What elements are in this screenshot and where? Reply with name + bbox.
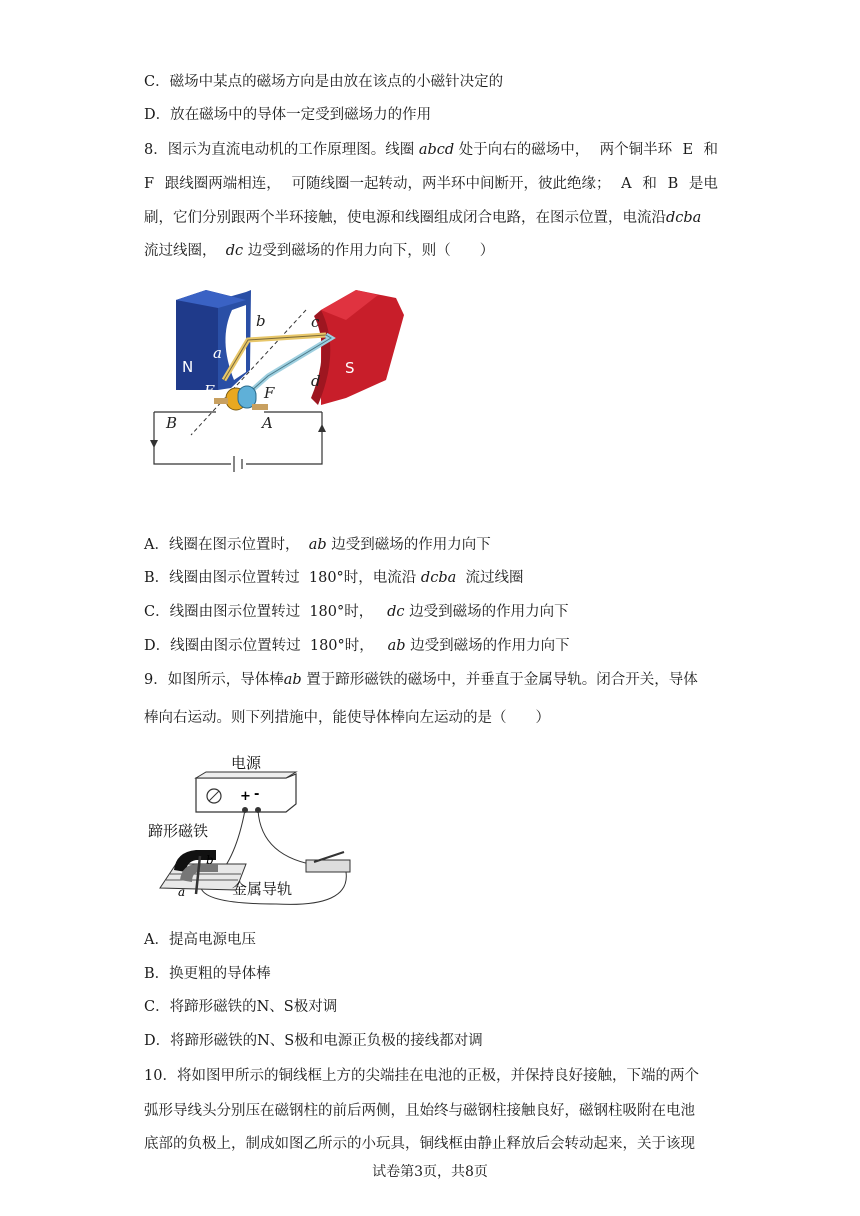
svg-text:N: N xyxy=(182,358,194,376)
q8-option-b: B．线圈由图示位置转过 180°时，电流沿 dcba 流过线圈 xyxy=(144,570,524,586)
svg-text:金属导轨: 金属导轨 xyxy=(232,880,293,898)
svg-text:B: B xyxy=(166,414,178,432)
q7-option-d: D．放在磁场中的导体一定受到磁场力的作用 xyxy=(144,107,432,123)
q8-stem-line2: F 跟线圈两端相连， 可随线圈一起转动，两半环中间断开，彼此绝缘； A 和 B 是电 xyxy=(144,176,718,192)
q8-option-a: A．线圈在图示位置时， ab 边受到磁场的作用力向下 xyxy=(144,537,491,553)
horseshoe-magnet-figure xyxy=(146,748,356,910)
q10-stem-line2: 弧形导线头分别压在磁钢柱的前后两侧，且始终与磁钢柱接触良好，磁钢柱吸附在电池 xyxy=(144,1103,695,1119)
q8-option-c: C．线圈由图示位置转过 180°时， dc 边受到磁场的作用力向下 xyxy=(144,604,569,620)
svg-text:-: - xyxy=(254,787,260,802)
svg-text:d: d xyxy=(311,372,321,390)
q9-option-b: B．换更粗的导体棒 xyxy=(144,966,271,982)
q9-option-c: C．将蹄形磁铁的N、S极对调 xyxy=(144,999,338,1015)
svg-text:+: + xyxy=(240,789,251,804)
q7-option-c: C．磁场中某点的磁场方向是由放在该点的小磁针决定的 xyxy=(144,74,504,90)
q8-stem-line1: 8．图示为直流电动机的工作原理图。线圈 abcd 处于向右的磁场中， 两个铜半环 E 和 xyxy=(144,142,718,158)
svg-text:a: a xyxy=(213,344,222,362)
q8-option-d: D．线圈由图示位置转过 180°时， ab 边受到磁场的作用力向下 xyxy=(144,638,570,654)
q9-stem-line1: 9．如图所示，导体棒ab 置于蹄形磁铁的磁场中，并垂直于金属导轨。闭合开关，导体 xyxy=(144,672,698,688)
q10-stem-line3: 底部的负极上，制成如图乙所示的小玩具，铜线框由静止释放后会转动起来，关于该现 xyxy=(144,1136,695,1152)
q10-stem-line1: 10．将如图甲所示的铜线框上方的尖端挂在电池的正极，并保持良好接触，下端的两个 xyxy=(144,1068,699,1084)
q9-option-d: D．将蹄形磁铁的N、S极和电源正负极的接线都对调 xyxy=(144,1033,483,1049)
q9-option-a: A．提高电源电压 xyxy=(144,932,256,948)
q8-stem-line4: 流过线圈， dc 边受到磁场的作用力向下，则（ ） xyxy=(144,243,495,259)
q9-stem-line2: 棒向右运动。则下列措施中，能使导体棒向左运动的是（ ） xyxy=(144,710,550,726)
svg-text:S: S xyxy=(345,359,355,377)
dc-motor-figure xyxy=(146,280,416,480)
svg-text:b: b xyxy=(206,853,214,867)
svg-text:A: A xyxy=(262,414,273,432)
svg-text:a: a xyxy=(178,885,186,899)
q8-stem-line3: 刷，它们分别跟两个半环接触，使电源和线圈组成闭合电路，在图示位置，电流沿dcba xyxy=(144,210,702,226)
svg-text:电源: 电源 xyxy=(231,754,262,772)
svg-text:E: E xyxy=(204,382,215,400)
page-footer: 试卷第3页，共8页 xyxy=(372,1164,488,1180)
svg-text:b: b xyxy=(256,312,266,330)
svg-text:蹄形磁铁: 蹄形磁铁 xyxy=(148,822,209,840)
svg-text:c: c xyxy=(311,313,320,331)
svg-text:F: F xyxy=(264,384,275,402)
